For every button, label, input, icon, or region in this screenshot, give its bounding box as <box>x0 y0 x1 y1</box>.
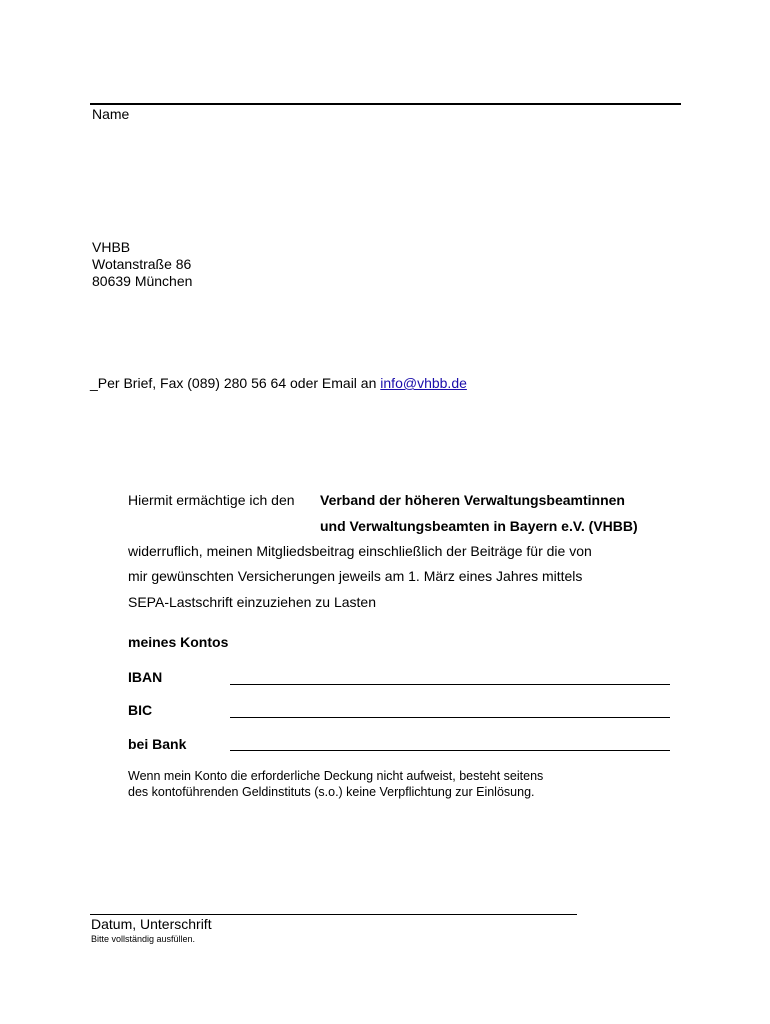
authorization-line-1 <box>128 492 625 508</box>
coverage-note-line-2: des kontoführenden Geldinstituts (s.o.) keine Verpflichtung zur Einlösung. <box>128 785 535 799</box>
signature-label: Datum, Unterschrift <box>91 916 212 932</box>
authorization-intro: Hiermit ermächtige ich den <box>128 492 295 508</box>
iban-label: IBAN <box>128 669 163 685</box>
name-label: Name <box>92 106 130 122</box>
authorization-line-4: mir gewünschten Versicherungen jeweils am 1. März eines Jahres mittels <box>128 568 583 584</box>
bic-label: BIC <box>128 702 153 718</box>
contact-line <box>90 375 467 391</box>
coverage-note-line-1: Wenn mein Konto die erforderliche Deckung nicht aufweist, besteht seitens <box>128 769 544 783</box>
recipient-address <box>92 239 192 290</box>
recipient-street: Wotanstraße 86 <box>92 256 192 272</box>
authorization-org-line-2: und Verwaltungsbeamten in Bayern e.V. (VHBB) <box>320 518 638 534</box>
account-heading: meines Kontos <box>128 634 229 650</box>
coverage-note <box>128 768 543 800</box>
iban-field[interactable] <box>230 684 670 685</box>
bank-label: bei Bank <box>128 736 187 752</box>
authorization-line-3: widerruflich, meinen Mitgliedsbeitrag einschließlich der Beiträge für die von <box>128 543 592 559</box>
signature-field[interactable] <box>90 914 577 915</box>
completion-hint: Bitte vollständig ausfüllen. <box>91 934 196 944</box>
recipient-org: VHBB <box>92 239 131 255</box>
email-link[interactable]: info@vhbb.de <box>380 375 467 391</box>
authorization-line-5: SEPA-Lastschrift einzuziehen zu Lasten <box>128 594 376 610</box>
contact-prefix: _Per Brief, Fax (089) 280 56 64 oder Email an <box>90 375 381 391</box>
name-line[interactable] <box>90 103 681 105</box>
authorization-org-line-1: Verband der höheren Verwaltungsbeamtinnen <box>320 492 625 508</box>
recipient-city: 80639 München <box>92 273 193 289</box>
bank-field[interactable] <box>230 750 670 751</box>
bic-field[interactable] <box>230 717 670 718</box>
